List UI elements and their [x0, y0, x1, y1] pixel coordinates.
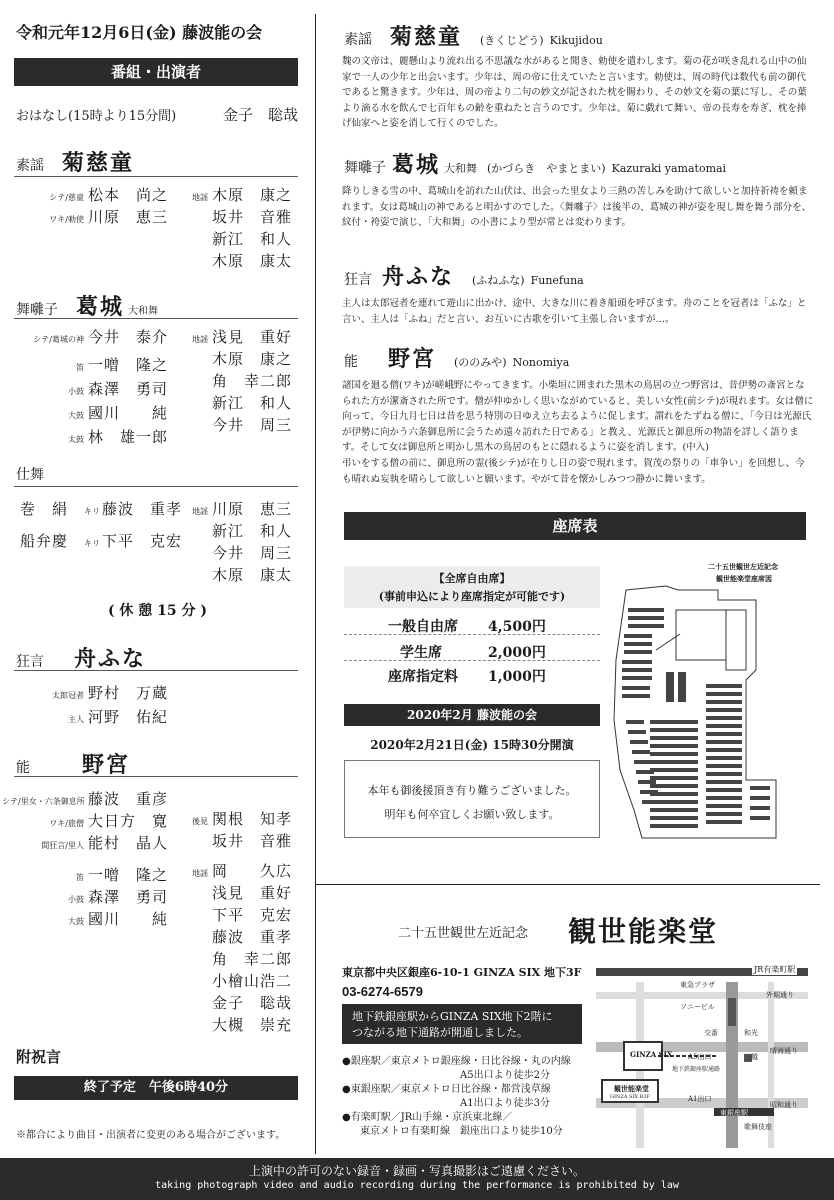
map-label-harumi: 晴海通り: [770, 1047, 798, 1055]
role: 太鼓: [68, 435, 84, 444]
funafuna-title: 舟ふな: [74, 646, 147, 672]
performer: 林 雄一郎: [88, 428, 169, 446]
kiri: キリ: [84, 539, 100, 548]
fare-row: [388, 666, 546, 686]
performer: 國川 純: [88, 404, 169, 422]
map-label-koban: 交番: [704, 1029, 718, 1037]
jiutai-row: [212, 206, 292, 227]
nonomiya-title: 野宮: [82, 752, 131, 778]
rule: [344, 660, 600, 661]
performer: 角 幸二郎: [212, 372, 293, 390]
katsuragi-heading: [16, 290, 158, 321]
cast-row: [2, 788, 168, 809]
role: 間狂言/里人: [41, 841, 84, 850]
ohanashi-name: 金子 聡哉: [222, 106, 298, 124]
center-divider: [315, 14, 316, 1154]
desc-romaji: Kazuraki yamatomai: [611, 162, 727, 175]
map-label-wako: 和光: [744, 1029, 758, 1037]
jiutai-row: [212, 926, 292, 947]
map-label-kanze: 観世能楽堂: [614, 1084, 649, 1093]
fare-row: [388, 616, 546, 636]
subway-note-1: 地下鉄銀座駅からGINZA SIX地下2階に: [352, 1010, 553, 1023]
role: 小鼓: [68, 895, 84, 904]
desc-romaji: Kikujidou: [549, 34, 603, 47]
performer: 川原 恵三: [212, 500, 293, 518]
performer: 今井 周三: [212, 544, 293, 562]
ohanashi-label: おはなし(15時より15分間): [16, 109, 177, 124]
access-line: A5出口より徒歩2分: [460, 1070, 550, 1081]
jiutai-row: [212, 564, 292, 585]
performer: 能村 晶人: [88, 834, 169, 852]
map-label-sony: ソニービル: [680, 1003, 715, 1011]
seat-box-title: 【全席自由席】: [433, 572, 511, 585]
performer: 下平 克宏: [102, 532, 183, 550]
greeting-box: [344, 760, 600, 838]
cast-row: [20, 184, 168, 205]
rule: [14, 776, 298, 777]
fare-label: 座席指定料: [388, 669, 458, 685]
map-label-kanze-sub: GINZA SIX B3F: [610, 1094, 650, 1100]
koken-row: [212, 830, 292, 851]
map-label-ginzasix: GINZA SIX: [630, 1050, 673, 1059]
map-label-mitsukoshi: 三越: [744, 1053, 758, 1061]
koken-label: 後見: [192, 817, 208, 826]
desc-nonomiya-text-2: 弔いをする僧の前に、御息所の霊(後シテ)が在りし日の姿で現れます。賀茂の祭りの「車争い」を回想し、今も晴れぬ妄執を晴らして欲しいと願います。やがて昔を懐かしみつつ静かに舞います。: [342, 458, 805, 485]
change-notice: ※都合により曲目・出演者に変更のある場合がございます。: [16, 1130, 286, 1141]
role: 太郎冠者: [52, 691, 84, 700]
cast-row: [2, 908, 168, 929]
greeting-line-1: 本年も御後援頂き有り難うございました。: [367, 784, 577, 797]
ohanashi-row: [16, 104, 298, 125]
kikujido-title: 菊慈童: [62, 150, 135, 176]
kiri: キリ: [84, 507, 100, 516]
rule: [14, 318, 298, 319]
desc-kikujido-heading: [344, 20, 603, 51]
jiutai-row: [190, 326, 292, 347]
role: ワキ/勅使: [49, 215, 84, 224]
access-line: ●有楽町駅／JR山手線・京浜東北線／: [342, 1112, 513, 1123]
jiutai-row: [212, 882, 292, 903]
desc-title: 野宮: [388, 346, 437, 372]
performer: 森澤 勇司: [88, 888, 169, 906]
program-bar: 番組・出演者: [14, 58, 298, 86]
jiutai-row: [212, 948, 292, 969]
footer-jp: 上演中の許可のない録音・録画・写真撮影はご遠慮ください。: [248, 1164, 585, 1178]
desc-title: 菊慈童: [390, 24, 463, 50]
performer: 松本 尚之: [88, 186, 169, 204]
rule: [14, 486, 298, 487]
kikujido-heading: [16, 146, 134, 177]
performer: 岡 久広: [212, 862, 293, 880]
seat-map-title-1: 二十五世観世左近記念: [708, 562, 778, 571]
role: 主人: [68, 715, 84, 724]
desc-kikujido-text: 魏の文帝は、麗懸山より流れ出る不思議な水があると聞き、勅使を遣わします。菊の花が咲き乱れる山中の仙家で一人の少年と出会います。少年は、周の帝に仕えていたと言います。勅使は、周の時代は数代も前の御代であると驚きます。少年は、周の帝より二句の妙文が記された枕を賜わり、その妙文を菊の葉に写し、その葉より滴る水を飲んで七百年もの齢を重ねたと言うのです。少年は、菊に戯れて舞い、帝の長寿を寿ぎ、枕を捧げ仙家へと姿を消して行くのでした。: [342, 56, 807, 129]
kikujido-kind: 素謡: [16, 158, 44, 174]
desc-title: 舟ふな: [382, 264, 455, 290]
performer: 今井 周三: [212, 416, 293, 434]
funafuna-heading: [16, 642, 146, 673]
jiutai-row: [190, 184, 292, 205]
jiutai-row: [212, 414, 292, 435]
map-label-higashiginza: 東銀座駅: [720, 1109, 748, 1117]
role: 小鼓: [68, 387, 84, 396]
performer: 野村 万蔵: [88, 684, 169, 702]
performer: 國川 純: [88, 910, 169, 928]
fushugen: 附祝言: [16, 1048, 62, 1066]
performer: 浅見 重好: [212, 884, 293, 902]
ji-label: 地謡: [192, 335, 208, 344]
role: シテ/葛城の神: [33, 335, 84, 344]
jiutai-row: [212, 970, 292, 991]
desc-kind: 舞囃子: [344, 160, 386, 176]
seat-map: [606, 580, 808, 850]
fare-price: 1,000円: [488, 669, 546, 685]
access-line: ●銀座駅／東京メトロ銀座線・日比谷線・丸の内線: [342, 1056, 571, 1067]
footer-en: taking photograph video and audio recording during the performance is prohibited by law: [155, 1180, 679, 1191]
map-label-a1: A1出口: [688, 1095, 712, 1103]
map-label-tokyu: 東急プラザ: [680, 981, 715, 989]
access-line: A1出口より徒歩3分: [460, 1098, 550, 1109]
desc-kind: 能: [344, 354, 358, 370]
map-label-chika: 地下鉄銀座駅通路: [672, 1066, 721, 1073]
rule: [14, 176, 298, 177]
nonomiya-heading: [16, 748, 130, 779]
shimai-row: [20, 530, 182, 551]
cast-row: [2, 886, 168, 907]
role: 大鼓: [68, 917, 84, 926]
seat-box-sub: (事前申込により座席指定が可能です): [378, 590, 566, 603]
cast-row: [20, 326, 168, 347]
map-label-a5: A5出口: [688, 1053, 712, 1061]
cast-row: [20, 682, 168, 703]
performer: 大槻 崇充: [212, 1016, 293, 1034]
performer: 関根 知孝: [212, 810, 293, 828]
performer: 藤波 重彦: [88, 790, 169, 808]
performer: 木原 康太: [212, 566, 293, 584]
shimai-heading: 仕舞: [16, 467, 44, 483]
cast-row: [20, 706, 168, 727]
cast-row: [20, 378, 168, 399]
nonomiya-kind: 能: [16, 760, 30, 776]
venue-address: 東京都中央区銀座6-10-1 GINZA SIX 地下3F: [342, 966, 582, 979]
koken-row: [190, 808, 292, 829]
performer: 今井 泰介: [88, 328, 169, 346]
desc-romaji: Nonomiya: [512, 356, 570, 369]
performer: 森澤 勇司: [88, 380, 169, 398]
jiutai-row: [190, 860, 292, 881]
desc-reading: (ふねふな): [472, 274, 525, 287]
ji-label: 地謡: [192, 193, 208, 202]
venue-tel: 03-6274-6579: [342, 984, 423, 999]
performer: 坂井 音雅: [212, 208, 293, 226]
role: ワキ/旅僧: [49, 819, 84, 828]
desc-nonomiya-text-1: 諸国を廻る僧(ワキ)が嵯峨野にやってきます。小柴垣に囲まれた黒木の鳥居の立つ野宮は、昔伊勢の斎宮となられた方が潔斎された所です。僧が仲ゆかしく思いながめていると、美しい女性(前シテ)が現れます。女は僧に向って、今日九月七日は昔を思う特別の日ゆえ立ち去るように促します。謂れをたずねる僧に、「今日は光源氏が伊勢に向かう六条御息所に会うため遠々訪れた日である」と教え、光源氏と御息所の物語を詳しく語ります。そして女は御息所と明かし黒木の鳥居のもとに隠れるように姿を消します。(中入): [342, 380, 814, 453]
performer: 大日方 寛: [88, 812, 169, 830]
shimai-row: [20, 498, 182, 519]
performer: 浅見 重好: [212, 328, 293, 346]
desc-kind: 狂言: [344, 272, 372, 288]
venue-pre: 二十五世観世左近記念: [398, 926, 529, 941]
map-label-kabukiza: 歌舞伎座: [744, 1123, 772, 1131]
jiutai-row: [212, 348, 292, 369]
role: 笛: [76, 363, 84, 372]
katsuragi-sub: 大和舞: [128, 306, 159, 317]
funafuna-kind: 狂言: [16, 654, 44, 670]
intermission: ( 休 憩 15 分 ): [107, 603, 208, 619]
seat-bar: 座席表: [344, 512, 806, 540]
jiutai-row: [212, 370, 292, 391]
performer: 河野 佑紀: [88, 708, 169, 726]
desc-romaji: Funefuna: [530, 274, 584, 287]
rule: [344, 634, 600, 635]
venue-name: 観世能楽堂: [568, 915, 719, 948]
desc-nonomiya-heading: [344, 342, 569, 373]
performer: 金子 聡哉: [212, 994, 293, 1012]
performer: 藤波 重孝: [102, 500, 183, 518]
desc-funafuna-heading: [344, 260, 584, 291]
cast-row: [20, 206, 168, 227]
jiutai-row: [212, 228, 292, 249]
fare-label: 学生席: [400, 645, 442, 661]
access-line: ●東銀座駅／東京メトロ日比谷線・都営浅草線: [342, 1084, 551, 1095]
jiutai-row: [212, 392, 292, 413]
shimai-title: 船弁慶: [20, 532, 69, 550]
role: シテ/慈童: [49, 193, 84, 202]
seat-map-title-2: 観世能楽堂座席図: [716, 574, 772, 583]
desc-title: 葛城: [392, 152, 441, 178]
venue-divider: [316, 884, 820, 885]
map-label-showa: 昭和通り: [770, 1101, 798, 1109]
desc-katsuragi-heading: [344, 148, 726, 179]
desc-reading: (きくじどう): [480, 34, 544, 47]
cast-row: [20, 426, 168, 447]
performer: 角 幸二郎: [212, 950, 293, 968]
desc-funafuna-text: 主人は太郎冠者を連れて遊山に出かけ、途中、大きな川に着き船頭を呼びます。舟のことを冠者は「ふな」と言い、主人は「ふね」だと言い、お互いに古歌を引いて主張し合いますが…。: [342, 298, 807, 325]
cast-row: [20, 402, 168, 423]
access-line: 東京メトロ有楽町線 銀座出口より徒歩10分: [360, 1126, 563, 1137]
ji-label: 地謡: [192, 507, 208, 516]
cast-row: [20, 354, 168, 375]
jiutai-row: [190, 498, 292, 519]
performer: 新江 和人: [212, 230, 293, 248]
shimai-title: 巻 絹: [20, 500, 69, 518]
performer: 一噌 隆之: [88, 866, 169, 884]
katsuragi-title: 葛城: [76, 294, 125, 320]
fare-price: 4,500円: [488, 619, 546, 635]
performer: 一噌 隆之: [88, 356, 169, 374]
desc-sub: 大和舞: [444, 162, 478, 175]
greeting-line-2: 明年も何卒宜しくお願い致します。: [384, 808, 560, 821]
desc-reading: (ののみや): [454, 356, 507, 369]
cast-row: [2, 864, 168, 885]
map-label-gaibori: 外堀通り: [766, 991, 794, 999]
jiutai-row: [212, 904, 292, 925]
katsuragi-kind: 舞囃子: [16, 302, 58, 318]
performer: 坂井 音雅: [212, 832, 293, 850]
role: シテ/里女・六条御息所: [2, 797, 85, 806]
jiutai-row: [212, 1014, 292, 1035]
fare-label: 一般自由席: [388, 619, 458, 635]
performer: 下平 克宏: [212, 906, 293, 924]
rule: [14, 670, 298, 671]
performer: 新江 和人: [212, 522, 293, 540]
performer: 川原 恵三: [88, 208, 169, 226]
desc-reading: (かづらき やまとまい): [487, 162, 606, 175]
performer: 木原 康太: [212, 252, 293, 270]
cast-row: [2, 810, 168, 831]
fare-row: [400, 642, 546, 662]
performer: 小檜山浩二: [212, 972, 293, 990]
fare-price: 2,000円: [488, 645, 546, 661]
subway-note-2: つながる地下通路が開通しました。: [352, 1026, 528, 1039]
jiutai-row: [212, 542, 292, 563]
page-title: 令和元年12月6日(金) 藤波能の会: [16, 23, 263, 42]
role: 大鼓: [68, 411, 84, 420]
role: 笛: [76, 873, 84, 882]
map-label-jr: JR有楽町駅: [754, 965, 796, 974]
desc-kind: 素謡: [344, 32, 372, 48]
performer: 木原 康之: [212, 350, 293, 368]
jiutai-row: [212, 520, 292, 541]
cast-row: [2, 832, 168, 853]
ji-label: 地謡: [192, 869, 208, 878]
performer: 藤波 重孝: [212, 928, 293, 946]
performer: 新江 和人: [212, 394, 293, 412]
jiutai-row: [212, 250, 292, 271]
next-event-date: 2020年2月21日(金) 15時30分開演: [370, 738, 574, 752]
performer: 木原 康之: [212, 186, 293, 204]
desc-katsuragi-text: 降りしきる雪の中、葛城山を訪れた山伏は、出会った里女より三熱の苦しみを助けて欲しいと加持祈祷を頼まれます。女は葛城山の神であると明かすのでした。〈舞囃子〉は後半の、葛城の神が姿を現し舞を舞う部分を、紋付・袴姿で演じ、「大和舞」の小書により型が常とは変わります。: [342, 186, 812, 228]
end-time-bar: 終了予定 午後6時40分: [14, 1076, 298, 1100]
jiutai-row: [212, 992, 292, 1013]
next-event-bar: 2020年2月 藤波能の会: [344, 704, 600, 726]
